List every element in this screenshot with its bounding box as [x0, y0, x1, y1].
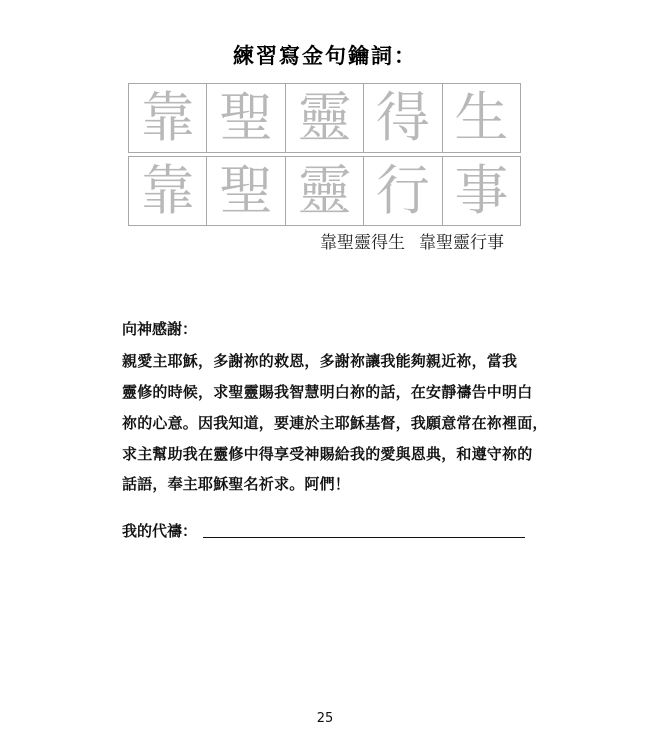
- practice-cell: 靠: [129, 157, 207, 225]
- practice-cell: 聖: [207, 84, 285, 152]
- prayer-line: 求主幫助我在靈修中得享受神賜給我的愛與恩典，和遵守祢的: [122, 445, 533, 463]
- practice-grid-row-1: [128, 83, 521, 153]
- intercession-write-line[interactable]: [203, 537, 525, 538]
- key-phrase-2: 靠聖靈行事: [419, 233, 504, 253]
- practice-cell: 靠: [129, 84, 207, 152]
- thanks-title: 向神感謝：: [122, 320, 198, 338]
- practice-grid-row-2: [128, 156, 521, 226]
- prayer-line: 祢的心意。因我知道，要連於主耶穌基督，我願意常在祢裡面，: [122, 414, 548, 432]
- practice-cell: 事: [454, 159, 509, 222]
- practice-cell: 得: [364, 84, 442, 152]
- intercession-label: 我的代禱：: [122, 522, 198, 540]
- key-phrases: [320, 228, 504, 253]
- prayer-line: 話語，奉主耶穌聖名祈求。阿們！: [122, 475, 351, 493]
- practice-cell: 靈: [286, 84, 364, 152]
- practice-cell: 生: [454, 86, 509, 149]
- practice-heading: 練習寫金句鑰詞：: [233, 44, 417, 68]
- practice-cell: 聖: [207, 157, 285, 225]
- key-phrase-1: 靠聖靈得生: [320, 233, 405, 253]
- page-number: 25: [316, 711, 334, 726]
- practice-cell: 行: [364, 157, 442, 225]
- prayer-line: 靈修的時候，求聖靈賜我智慧明白祢的話，在安靜禱告中明白: [122, 383, 533, 401]
- practice-cell: 靈: [286, 157, 364, 225]
- prayer-line: 親愛主耶穌，多謝祢的救恩，多謝祢讓我能夠親近祢，當我: [122, 352, 518, 370]
